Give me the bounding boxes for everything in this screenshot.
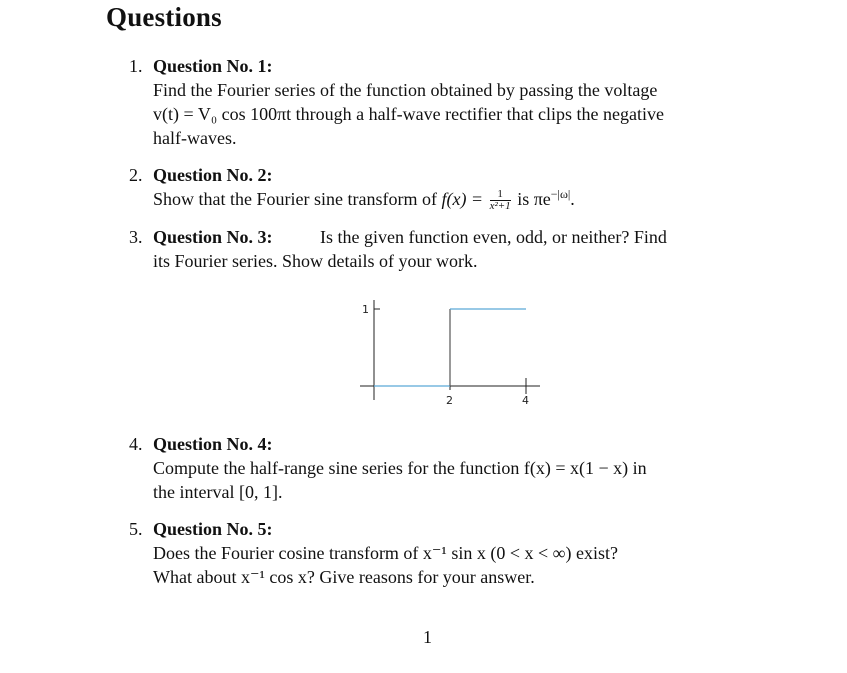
page-heading: Questions	[106, 2, 222, 32]
page-number: 1	[423, 627, 432, 647]
text-line: half-waves.	[153, 128, 237, 148]
question-2	[129, 163, 749, 215]
text-line: What about x⁻¹ cos x? Give reasons for your answer.	[153, 567, 535, 587]
x-tick-label: 4	[522, 394, 529, 407]
question-number: 4.	[129, 434, 143, 454]
fraction-numerator: 1	[490, 189, 511, 201]
question-text	[153, 78, 749, 150]
text-line: Find the Fourier series of the function obtained by passing the voltage	[153, 80, 658, 100]
x-tick-label: 2	[446, 394, 453, 407]
fraction	[490, 189, 511, 212]
text-fragment: is πe	[512, 189, 551, 209]
text-fragment: Show that the Fourier sine transform of	[153, 189, 442, 209]
question-title: Question No. 4:	[153, 434, 273, 454]
question-text	[153, 541, 749, 589]
question-title: Question No. 2:	[153, 165, 273, 185]
text-line: v(t) = V₀ cos 100πt through a half-wave rectifier that clips the negative	[153, 104, 665, 124]
question-number: 2.	[129, 165, 143, 185]
fraction-denominator: x²+1	[489, 200, 511, 213]
text-line: the interval [0, 1].	[153, 482, 283, 502]
question-4	[129, 432, 749, 508]
function-expression: f(x) =	[441, 189, 488, 209]
text-line: Does the Fourier cosine transform of x⁻¹ sin x (0 < x < ∞) exist?	[153, 543, 618, 563]
question-text: Is the given function even, odd, or neither? Find	[320, 227, 667, 247]
y-tick-label: 1	[362, 303, 369, 316]
piecewise-function-graph	[340, 292, 550, 412]
text-line: Compute the half-range sine series for the function f(x) = x(1 − x) in	[153, 458, 647, 478]
exponent: −|ω|	[550, 187, 571, 201]
question-3	[129, 225, 749, 285]
question-title: Question No. 5:	[153, 519, 273, 539]
question-title: Question No. 3:	[153, 227, 273, 247]
question-number: 3.	[129, 227, 143, 247]
question-number: 5.	[129, 519, 143, 539]
question-text	[153, 456, 749, 504]
question-text: its Fourier series. Show details of your work.	[153, 251, 478, 271]
question-text	[153, 187, 749, 212]
question-number: 1.	[129, 56, 143, 76]
question-1	[129, 54, 749, 154]
question-title: Question No. 1:	[153, 56, 273, 76]
text-fragment: .	[570, 189, 575, 209]
question-5	[129, 517, 749, 593]
